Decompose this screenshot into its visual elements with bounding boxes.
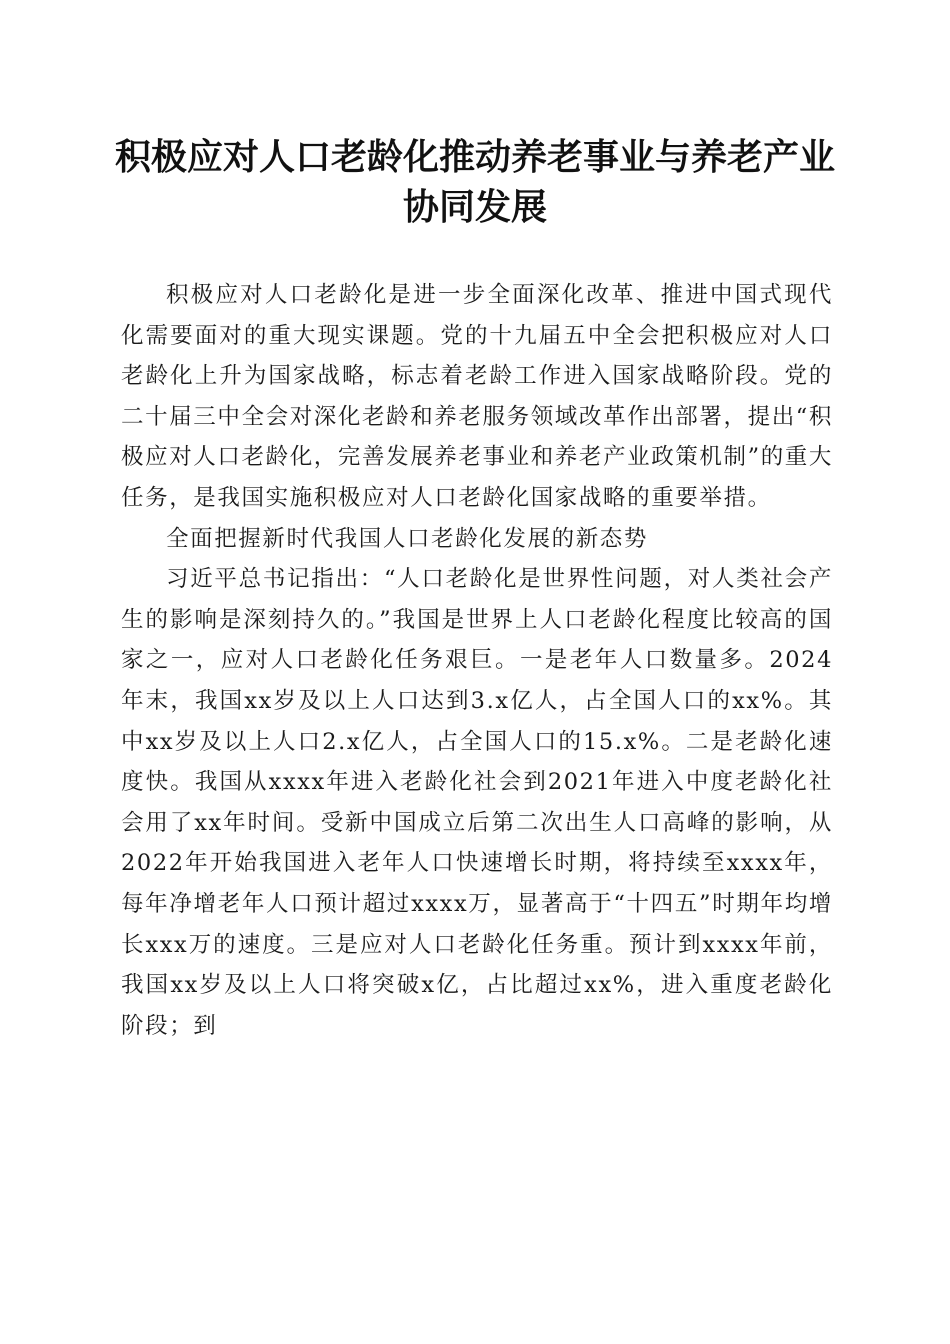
section-heading: 全面把握新时代我国人口老龄化发展的新态势 [166,525,649,552]
document-body [121,275,833,1046]
paragraph-intro: 积极应对人口老龄化是进一步全面深化改革、推进中国式现代化需要面对的重大现实课题。党的十九届五中全会把积极应对人口老龄化上升为国家战略，标志着老龄工作进入国家战略阶段。党的二十届三中全会对深化老龄和养老服务领域改革作出部署，提出“积极应对人口老龄化，完善发展养老事业和养老产业政策机制”的重大任务，是我国实施积极应对人口老龄化国家战略的重要举措。 [121,282,834,511]
title-line-1: 积极应对人口老龄化推动养老事业与养老产业 [114,136,835,178]
paragraph-situation: 习近平总书记指出：“人口老龄化是世界性问题，对人类社会产生的影响是深刻持久的。”我国是世界上人口老龄化程度比较高的国家之一，应对人口老龄化任务艰巨。一是老年人口数量多。2024年末，我国xx岁及以上人口达到3.x亿人，占全国人口的xx%。其中xx岁及以上人口2.x亿人，占全国人口的15.x%。二是老龄化速度快。我国从xxxx年进入老龄化社会到2021年进入中度老龄化社会用了xx年时间。受新中国成立后第二次出生人口高峰的影响，从2022年开始我国进入老年人口快速增长时期，将持续至xxxx年，每年净增老年人口预计超过xxxx万，显著高于“十四五”时期年均增长xxx万的速度。三是应对人口老龄化任务重。预计到xxxx年前，我国xx岁及以上人口将突破x亿，占比超过xx%，进入重度老龄化阶段；到 [121,566,833,1039]
title-line-2: 协同发展 [402,186,547,228]
document-title [100,132,850,232]
